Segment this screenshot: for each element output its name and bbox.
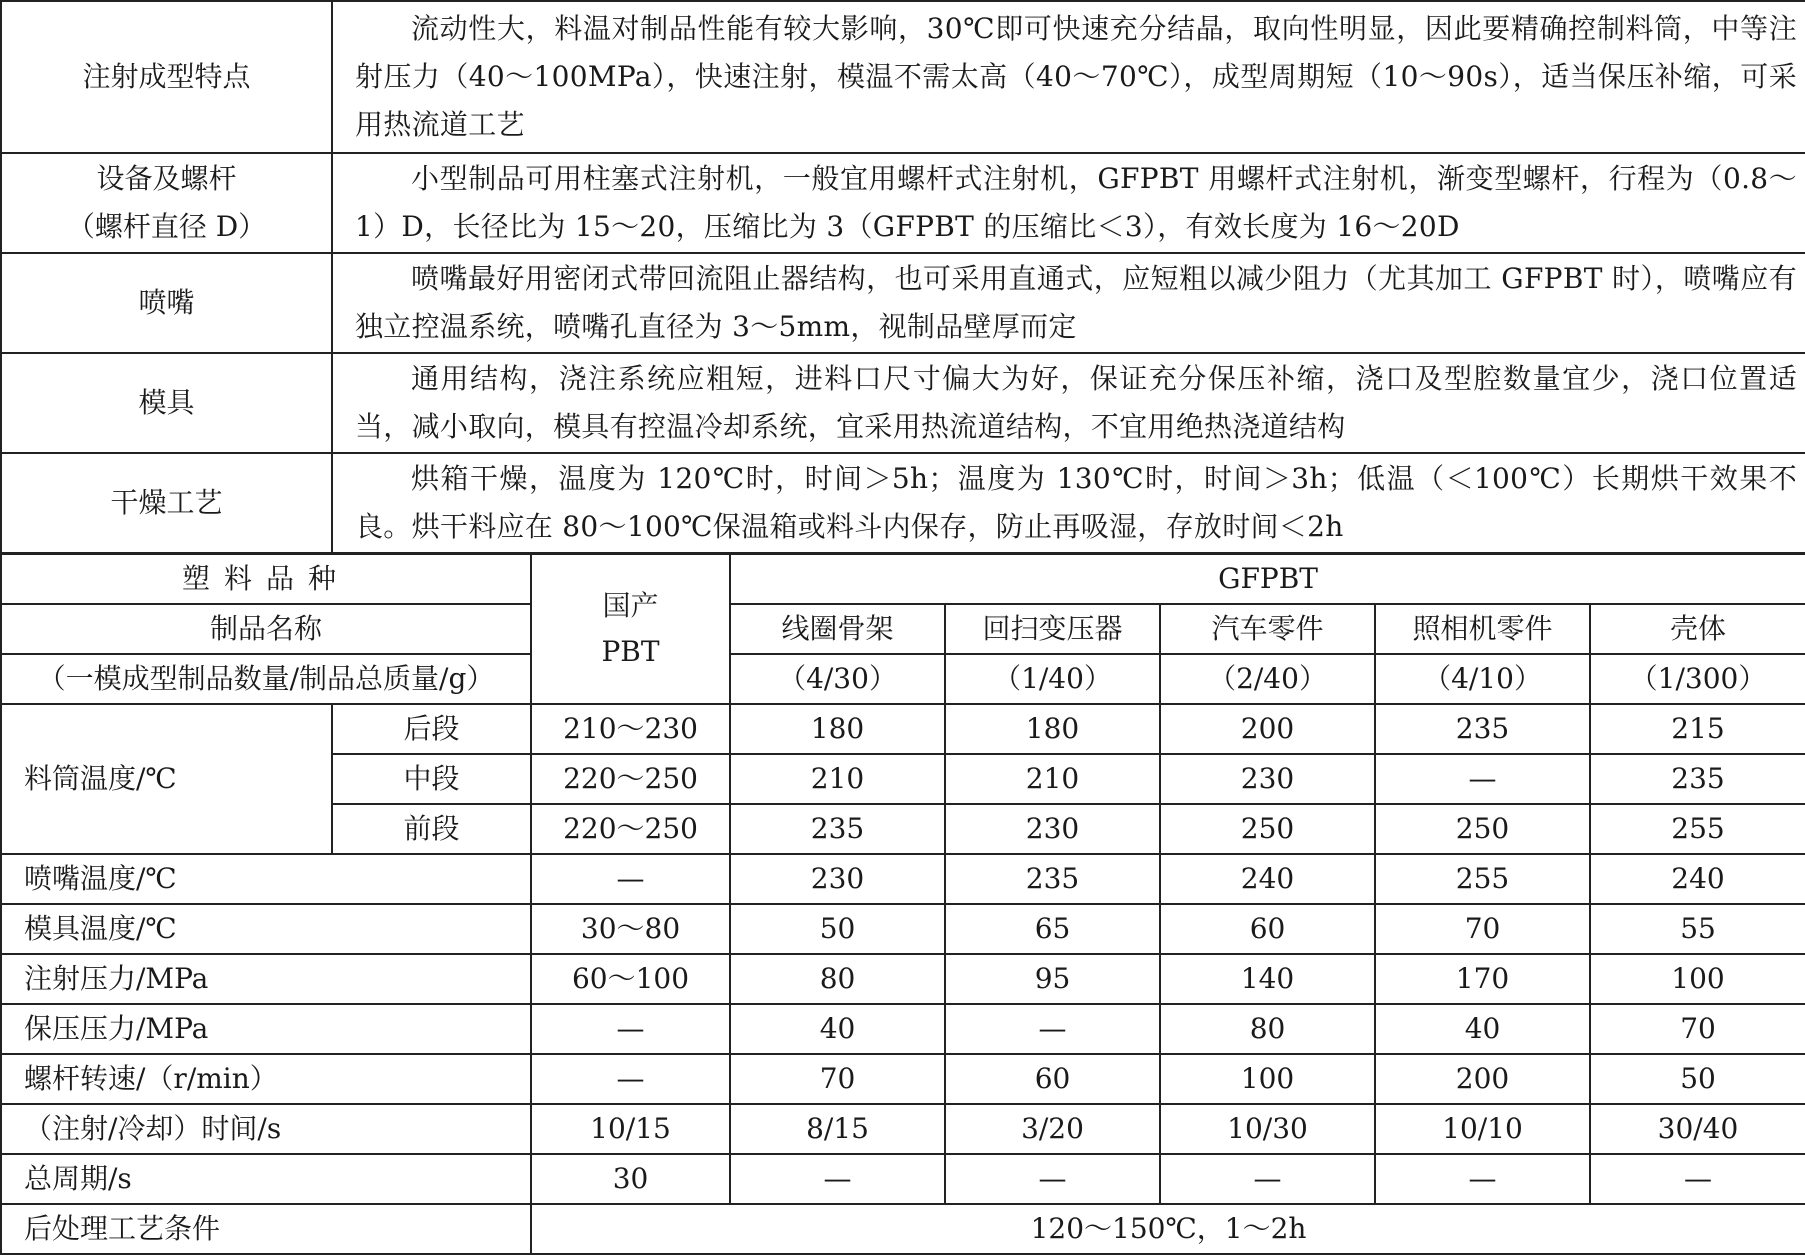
table-row (1, 253, 1805, 353)
barrel-zone: 后段 (332, 704, 531, 754)
gfpbt-header: GFPBT (730, 554, 1805, 604)
value-cell: 8/15 (730, 1104, 945, 1154)
value-cell: 230 (730, 854, 945, 904)
row-label: 喷嘴 (1, 253, 332, 353)
table-row (1, 904, 1805, 954)
table-row (1, 353, 1805, 453)
header-row (1, 554, 1805, 604)
value-cell: 70 (1590, 1004, 1805, 1054)
value-cell: 70 (730, 1054, 945, 1104)
row-label: 螺杆转速/（r/min） (1, 1054, 531, 1104)
value-cell: — (945, 1154, 1160, 1204)
value-cell: 30/40 (1590, 1104, 1805, 1154)
row-label: 喷嘴温度/℃ (1, 854, 531, 904)
table-row (1, 153, 1805, 253)
value-cell: 255 (1590, 804, 1805, 854)
barrel-temperature-label: 料筒温度/℃ (1, 704, 332, 854)
value-cell: 255 (1375, 854, 1590, 904)
product-spec: （4/30） (730, 654, 945, 704)
value-cell: 200 (1375, 1054, 1590, 1104)
value-cell: 30～80 (531, 904, 730, 954)
value-cell: — (730, 1154, 945, 1204)
header-row (1, 604, 1805, 654)
value-cell: 10/30 (1160, 1104, 1375, 1154)
table-row (1, 1054, 1805, 1104)
header-line: PBT (601, 635, 660, 668)
value-cell: 230 (1160, 754, 1375, 804)
value-cell: 70 (1375, 904, 1590, 954)
row-text: 通用结构，浇注系统应粗短，进料口尺寸偏大为好，保证充分保压补缩，浇口及型腔数量宜少，浇口位置适当，减小取向，模具有控温冷却系统，宜采用热流道结构，不宜用绝热浇道结构 (332, 353, 1805, 453)
value-cell: 200 (1160, 704, 1375, 754)
value-cell: — (1160, 1154, 1375, 1204)
header-line: 国产 (602, 589, 659, 622)
value-cell: 230 (945, 804, 1160, 854)
table-row (1, 1, 1805, 153)
row-label: 总周期/s (1, 1154, 531, 1204)
value-cell: — (531, 1054, 730, 1104)
product-spec: （2/40） (1160, 654, 1375, 704)
process-table (0, 0, 1805, 554)
value-cell: 250 (1160, 804, 1375, 854)
row-label-line: （螺杆直径 D） (66, 210, 267, 243)
value-cell: 50 (730, 904, 945, 954)
value-cell: 210～230 (531, 704, 730, 754)
row-label: 模具 (1, 353, 332, 453)
plastic-type-header: 塑料品种 (1, 554, 531, 604)
table-row (1, 704, 1805, 754)
value-cell: — (1590, 1154, 1805, 1204)
value-cell: 50 (1590, 1054, 1805, 1104)
product-name: 线圈骨架 (730, 604, 945, 654)
value-cell: 95 (945, 954, 1160, 1004)
row-label: 注射成型特点 (1, 1, 332, 153)
value-cell: 10/15 (531, 1104, 730, 1154)
table-row (1, 1104, 1805, 1154)
product-name: 壳体 (1590, 604, 1805, 654)
table-row (1, 1204, 1805, 1254)
value-cell: 240 (1160, 854, 1375, 904)
barrel-zone: 中段 (332, 754, 531, 804)
row-text: 流动性大，料温对制品性能有较大影响，30℃即可快速充分结晶，取向性明显，因此要精确控制料筒，中等注射压力（40～100MPa），快速注射，模温不需太高（40～70℃），成型周期短（10～90s），适当保压补缩，可采用热流道工艺 (332, 1, 1805, 153)
row-label-line: 设备及螺杆 (96, 162, 237, 195)
row-text: 小型制品可用柱塞式注射机，一般宜用螺杆式注射机，GFPBT 用螺杆式注射机，渐变型螺杆，行程为（0.8～1）D，长径比为 15～20，压缩比为 3（GFPBT 的压缩比＜3），有效长度为 16～20D (332, 153, 1805, 253)
row-label: 保压压力/MPa (1, 1004, 531, 1054)
value-cell: 235 (1375, 704, 1590, 754)
table-row (1, 453, 1805, 553)
row-label: （注射/冷却）时间/s (1, 1104, 531, 1154)
value-cell: 240 (1590, 854, 1805, 904)
value-cell: — (1375, 754, 1590, 804)
value-cell: — (531, 1004, 730, 1054)
value-cell: 80 (1160, 1004, 1375, 1054)
table-row (1, 854, 1805, 904)
header-row (1, 654, 1805, 704)
product-spec: （1/40） (945, 654, 1160, 704)
value-cell: 180 (945, 704, 1160, 754)
value-cell: 220～250 (531, 804, 730, 854)
value-cell: 40 (1375, 1004, 1590, 1054)
value-cell: — (1375, 1154, 1590, 1204)
product-name-header: 制品名称 (1, 604, 531, 654)
post-treatment-label: 后处理工艺条件 (1, 1204, 531, 1254)
value-cell: 210 (730, 754, 945, 804)
table-row (1, 1004, 1805, 1054)
product-name: 汽车零件 (1160, 604, 1375, 654)
value-cell: 140 (1160, 954, 1375, 1004)
value-cell: — (531, 854, 730, 904)
value-cell: 60～100 (531, 954, 730, 1004)
value-cell: 100 (1160, 1054, 1375, 1104)
post-treatment-value: 120～150℃，1～2h (531, 1204, 1805, 1254)
value-cell: 210 (945, 754, 1160, 804)
row-text: 烘箱干燥，温度为 120℃时，时间＞5h；温度为 130℃时，时间＞3h；低温（＜100℃）长期烘干效果不良。烘干料应在 80～100℃保温箱或料斗内保存，防止再吸湿，存放时间＜2h (332, 453, 1805, 553)
product-spec: （1/300） (1590, 654, 1805, 704)
value-cell: 215 (1590, 704, 1805, 754)
product-name: 回扫变压器 (945, 604, 1160, 654)
table-row (1, 954, 1805, 1004)
value-cell: — (945, 1004, 1160, 1054)
product-name-subheader: （一模成型制品数量/制品总质量/g） (1, 654, 531, 704)
row-label (1, 153, 332, 253)
value-cell: 250 (1375, 804, 1590, 854)
row-text: 喷嘴最好用密闭式带回流阻止器结构，也可采用直通式，应短粗以减少阻力（尤其加工 GFPBT 时），喷嘴应有独立控温系统，喷嘴孔直径为 3～5mm，视制品壁厚而定 (332, 253, 1805, 353)
value-cell: 65 (945, 904, 1160, 954)
value-cell: 60 (1160, 904, 1375, 954)
value-cell: 80 (730, 954, 945, 1004)
value-cell: 40 (730, 1004, 945, 1054)
row-label: 干燥工艺 (1, 453, 332, 553)
value-cell: 170 (1375, 954, 1590, 1004)
value-cell: 235 (945, 854, 1160, 904)
value-cell: 3/20 (945, 1104, 1160, 1154)
value-cell: 10/10 (1375, 1104, 1590, 1154)
value-cell: 100 (1590, 954, 1805, 1004)
value-cell: 220～250 (531, 754, 730, 804)
product-spec: （4/10） (1375, 654, 1590, 704)
domestic-pbt-header (531, 554, 730, 704)
row-label: 注射压力/MPa (1, 954, 531, 1004)
value-cell: 55 (1590, 904, 1805, 954)
parameter-table (0, 553, 1805, 1255)
value-cell: 180 (730, 704, 945, 754)
table-row (1, 1154, 1805, 1204)
value-cell: 235 (730, 804, 945, 854)
product-name: 照相机零件 (1375, 604, 1590, 654)
row-label: 模具温度/℃ (1, 904, 531, 954)
barrel-zone: 前段 (332, 804, 531, 854)
value-cell: 235 (1590, 754, 1805, 804)
value-cell: 30 (531, 1154, 730, 1204)
value-cell: 60 (945, 1054, 1160, 1104)
